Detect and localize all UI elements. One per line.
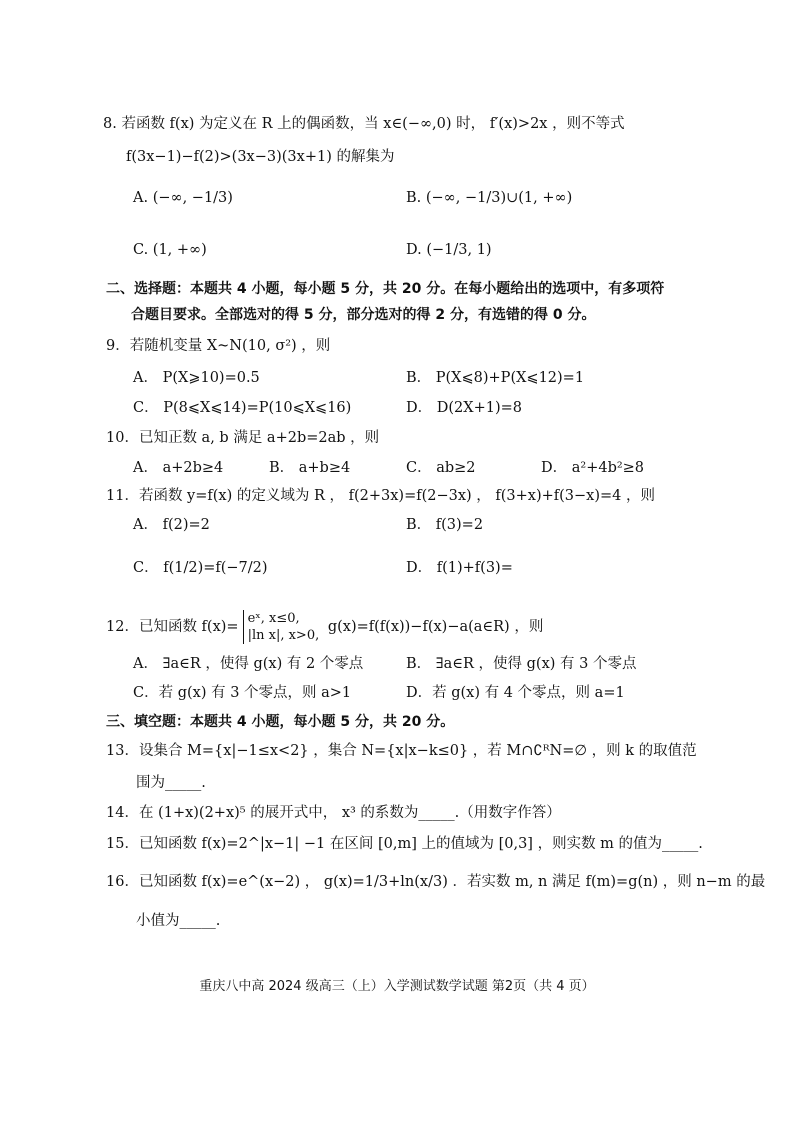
q12-piecewise-brace [243, 610, 320, 644]
q12-piece-1: eˣ, x≤0, [247, 611, 300, 626]
q11-option-d: D． f(1)+f(3)= [406, 560, 513, 576]
q11-stem: 11．若函数 y=f(x) 的定义域为 R ， f(2+3x)=f(2−3x) ， f(3+x)+f(3−x)=4 ，则 [106, 488, 655, 504]
page-footer: 重庆八中高 2024 级高三（上）入学测试数学试题 第2页（共 4 页） [199, 979, 595, 994]
q12-option-d: D．若 g(x) 有 4 个零点，则 a=1 [406, 685, 625, 701]
q10-option-d: D． a²+4b²≥8 [541, 460, 645, 476]
q15-line1: 15．已知函数 f(x)=2^|x−1| −1 在区间 [0,m] 上的值域为 [0,3] ，则实数 m 的值为_____. [106, 836, 703, 852]
q8-option-d: D. (−1/3, 1) [406, 242, 492, 258]
section-2-heading-line1: 二、选择题：本题共 4 小题，每小题 5 分，共 20 分。在每小题给出的选项中，有多项符 [106, 281, 665, 297]
q11-option-c: C． f(1/2)=f(−7/2) [133, 560, 268, 576]
q11-option-b: B． f(3)=2 [406, 517, 484, 533]
q14-line1: 14．在 (1+x)(2+x)⁵ 的展开式中， x³ 的系数为_____.（用数字作答） [106, 805, 561, 821]
q9-option-b: B． P(X⩽8)+P(X⩽12)=1 [406, 370, 585, 386]
q8-stem-line1: 8. 若函数 f(x) 为定义在 R 上的偶函数，当 x∈(−∞,0) 时， f′(x)>2x ，则不等式 [103, 116, 625, 132]
q12-piece-2: |ln x|, x>0, [247, 628, 320, 643]
q12-stem [106, 610, 543, 644]
q9-option-c: C． P(8⩽X⩽14)=P(10⩽X⩽16) [133, 400, 352, 416]
q12-stem-prefix: 12．已知函数 f(x)= [106, 619, 239, 635]
q12-option-c: C．若 g(x) 有 3 个零点，则 a>1 [133, 685, 352, 701]
q13-line2: 围为_____. [136, 775, 206, 791]
q10-stem: 10．已知正数 a, b 满足 a+2b=2ab ，则 [106, 430, 380, 446]
q10-option-a: A． a+2b≥4 [133, 460, 224, 476]
q9-option-d: D． D(2X+1)=8 [406, 400, 522, 416]
q8-option-a: A. (−∞, −1/3) [133, 190, 233, 206]
q9-option-a: A． P(X⩾10)=0.5 [133, 370, 260, 386]
q10-option-c: C． ab≥2 [406, 460, 476, 476]
q8-stem-line2: f(3x−1)−f(2)>(3x−3)(3x+1) 的解集为 [126, 149, 395, 165]
q13-line1: 13．设集合 M={x|−1≤x<2} ，集合 N={x|x−k≤0} ，若 M∩∁ᴿN=∅ ，则 k 的取值范 [106, 743, 697, 759]
section-3-heading: 三、填空题：本题共 4 小题，每小题 5 分，共 20 分。 [106, 714, 455, 730]
q9-stem: 9．若随机变量 X~N(10, σ²) ，则 [106, 338, 331, 354]
q12-stem-suffix: g(x)=f(f(x))−f(x)−a(a∈R) ，则 [323, 619, 544, 635]
q11-option-a: A． f(2)=2 [133, 517, 210, 533]
section-2-heading-line2: 合题目要求。全部选对的得 5 分，部分选对的得 2 分，有选错的得 0 分。 [131, 307, 596, 323]
q8-option-c: C. (1, +∞) [133, 242, 207, 258]
q12-option-a: A． ∃a∈R ，使得 g(x) 有 2 个零点 [133, 656, 364, 672]
q16-line1: 16．已知函数 f(x)=e^(x−2) ， g(x)=1/3+ln(x/3) ．若实数 m, n 满足 f(m)=g(n) ，则 n−m 的最 [106, 874, 766, 890]
q10-option-b: B． a+b≥4 [269, 460, 351, 476]
q8-option-b: B. (−∞, −1/3)∪(1, +∞) [406, 190, 573, 206]
q16-line2: 小值为_____. [136, 913, 221, 929]
q12-option-b: B． ∃a∈R ，使得 g(x) 有 3 个零点 [406, 656, 637, 672]
